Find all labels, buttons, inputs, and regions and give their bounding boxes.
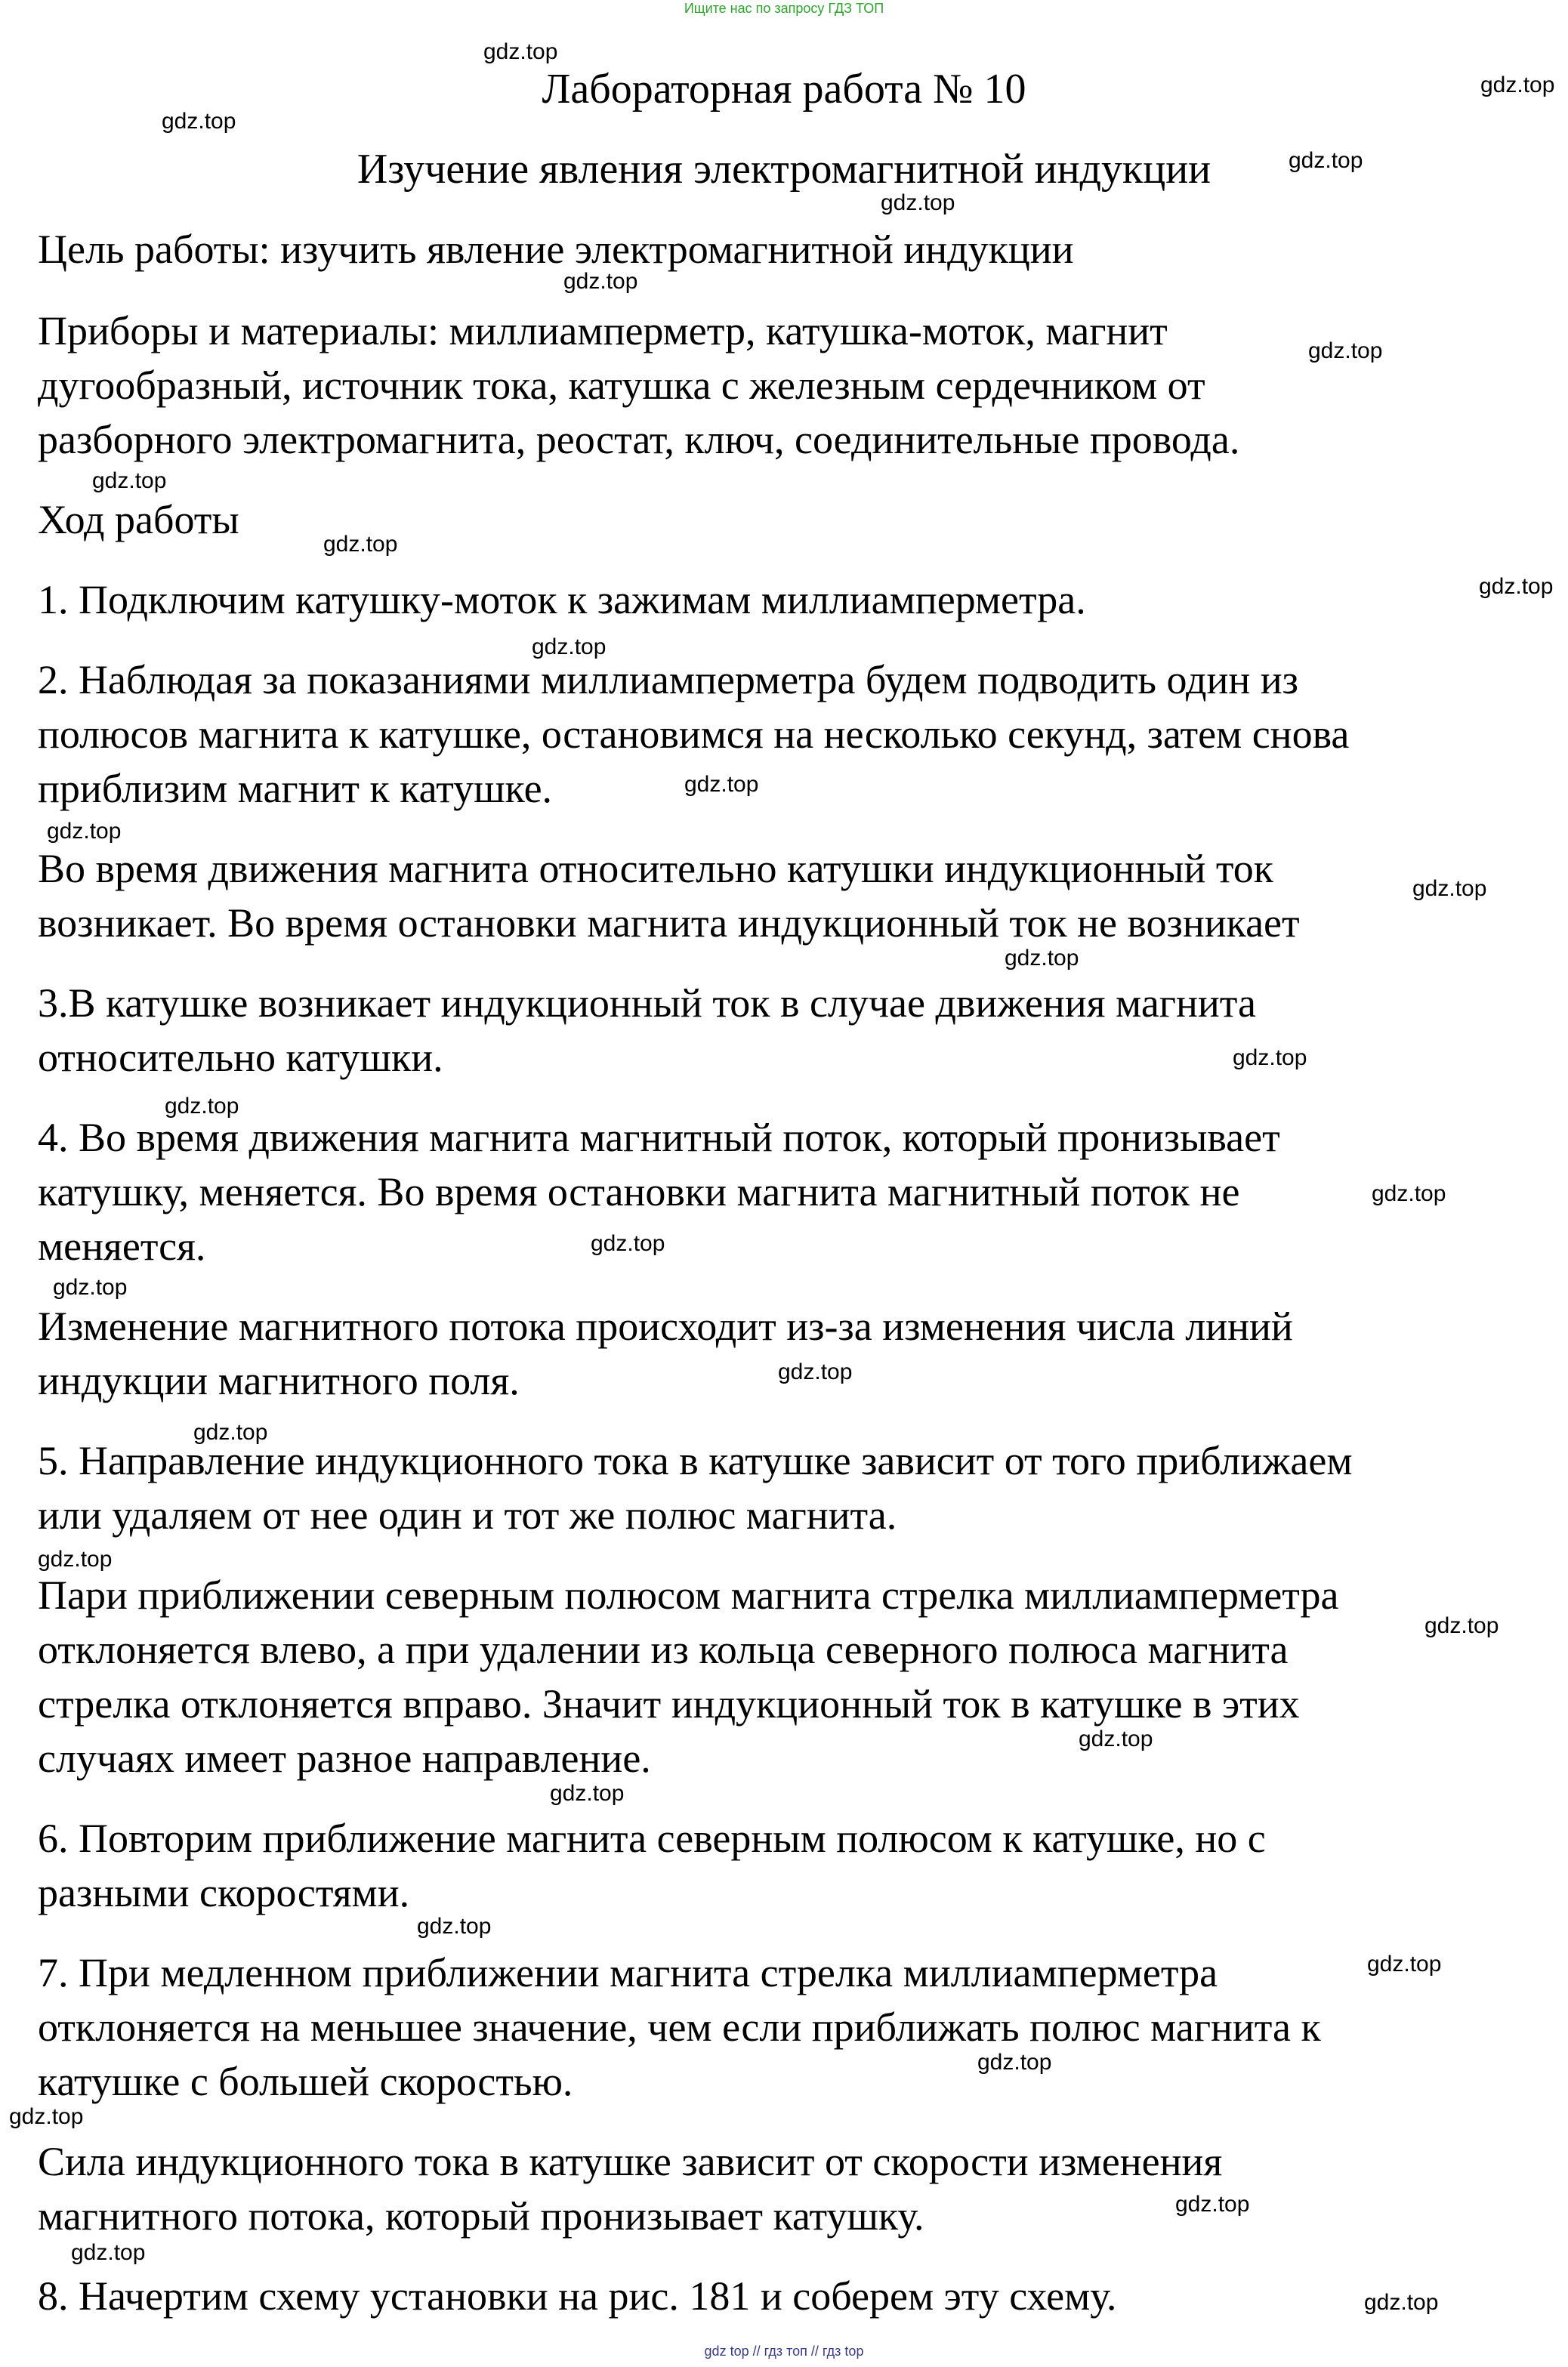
direction-line-3: стрелка отклоняется вправо. Значит индукционный ток в катушке в этих bbox=[38, 1681, 1300, 1727]
watermark: gdz.top bbox=[591, 1231, 665, 1256]
step-3-line-2: относительно катушки. bbox=[38, 1035, 443, 1080]
watermark: gdz.top bbox=[47, 819, 122, 844]
step-6-line-2: разными скоростями. bbox=[38, 1870, 410, 1915]
watermark: gdz.top bbox=[977, 2050, 1052, 2075]
equipment-line-3: разборного электромагнита, реостат, ключ, соединительные провода. bbox=[38, 417, 1240, 462]
current-strength-line-1: Сила индукционного тока в катушке зависит от скорости изменения bbox=[38, 2139, 1223, 2184]
watermark: gdz.top bbox=[1308, 338, 1383, 363]
step-6-line-1: 6. Повторим приближение магнита северным полюсом к катушке, но с bbox=[38, 1816, 1266, 1861]
watermark: gdz.top bbox=[1480, 73, 1555, 97]
watermark: gdz.top bbox=[778, 1359, 853, 1384]
direction-line-1: Пари приближении северным полюсом магнита стрелка миллиамперметра bbox=[38, 1572, 1339, 1618]
top-banner: Ищите нас по запросу ГДЗ ТОП bbox=[684, 1, 884, 16]
step-7-line-3: катушке с большей скоростью. bbox=[38, 2059, 573, 2104]
watermark: gdz.top bbox=[1412, 876, 1487, 901]
watermark: gdz.top bbox=[483, 39, 558, 64]
step-3-line-1: 3.В катушке возникает индукционный ток в случае движения магнита bbox=[38, 980, 1256, 1026]
watermark: gdz.top bbox=[1372, 1181, 1446, 1206]
watermark: gdz.top bbox=[92, 468, 167, 493]
step-2-line-1: 2. Наблюдая за показаниями миллиамперметра будем подводить один из bbox=[38, 657, 1298, 702]
equipment-line-1: Приборы и материалы: миллиамперметр, катушка-моток, магнит bbox=[38, 308, 1168, 353]
observation-1-line-1: Во время движения магнита относительно катушки индукционный ток bbox=[38, 846, 1274, 891]
watermark: gdz.top bbox=[684, 772, 759, 797]
watermark: gdz.top bbox=[563, 269, 638, 294]
watermark: gdz.top bbox=[1479, 574, 1554, 599]
watermark: gdz.top bbox=[550, 1781, 625, 1806]
watermark: gdz.top bbox=[323, 532, 398, 557]
step-7-line-1: 7. При медленном приближении магнита стрелка миллиамперметра bbox=[38, 1950, 1218, 1995]
step-2-line-3: приблизим магнит к катушке. bbox=[38, 766, 553, 811]
watermark: gdz.top bbox=[9, 2104, 84, 2129]
watermark: gdz.top bbox=[1367, 1952, 1442, 1977]
watermark: gdz.top bbox=[1079, 1727, 1153, 1751]
bottom-banner: gdz top // гдз топ // гдз top bbox=[704, 2344, 864, 2359]
step-8-line-1: 8. Начертим схему установки на рис. 181 и соберем эту схему. bbox=[38, 2273, 1117, 2319]
watermark: gdz.top bbox=[1175, 2192, 1250, 2217]
step-1-line-1: 1. Подключим катушку-моток к зажимам миллиамперметра. bbox=[38, 577, 1086, 622]
watermark: gdz.top bbox=[1005, 946, 1079, 971]
watermark: gdz.top bbox=[71, 2240, 146, 2265]
step-7-line-2: отклоняется на меньшее значение, чем если приближать полюс магнита к bbox=[38, 2004, 1321, 2050]
watermark: gdz.top bbox=[1233, 1045, 1307, 1070]
watermark: gdz.top bbox=[881, 190, 955, 215]
watermark: gdz.top bbox=[417, 1914, 492, 1939]
watermark: gdz.top bbox=[1424, 1613, 1499, 1638]
watermark: gdz.top bbox=[53, 1275, 128, 1300]
observation-1-line-2: возникает. Во время остановки магнита индукционный ток не возникает bbox=[38, 900, 1300, 946]
direction-line-2: отклоняется влево, а при удалении из кольца северного полюса магнита bbox=[38, 1627, 1289, 1672]
flux-change-line-1: Изменение магнитного потока происходит из-за изменения числа линий bbox=[38, 1304, 1293, 1349]
flux-change-line-2: индукции магнитного поля. bbox=[38, 1358, 520, 1403]
equipment-line-2: дугообразный, источник тока, катушка с железным сердечником от bbox=[38, 363, 1205, 408]
step-2-line-2: полюсов магнита к катушке, остановимся на несколько секунд, затем снова bbox=[38, 711, 1350, 757]
watermark: gdz.top bbox=[532, 634, 607, 659]
watermark: gdz.top bbox=[162, 109, 236, 134]
watermark: gdz.top bbox=[1364, 2290, 1439, 2315]
watermark: gdz.top bbox=[165, 1094, 239, 1119]
step-4-line-3: меняется. bbox=[38, 1224, 206, 1269]
page-title: Лабораторная работа № 10 bbox=[542, 66, 1026, 113]
page-subtitle: Изучение явления электромагнитной индукции bbox=[357, 146, 1211, 193]
step-5-line-1: 5. Направление индукционного тока в катушке зависит от того приближаем bbox=[38, 1438, 1353, 1483]
watermark: gdz.top bbox=[1289, 148, 1363, 173]
goal-line: Цель работы: изучить явление электромагнитной индукции bbox=[38, 227, 1074, 272]
procedure-heading: Ход работы bbox=[38, 497, 239, 542]
step-4-line-2: катушку, меняется. Во время остановки магнита магнитный поток не bbox=[38, 1169, 1240, 1214]
watermark: gdz.top bbox=[193, 1420, 268, 1445]
watermark: gdz.top bbox=[38, 1547, 113, 1572]
step-4-line-1: 4. Во время движения магнита магнитный поток, который пронизывает bbox=[38, 1115, 1280, 1160]
step-5-line-2: или удаляем от нее один и тот же полюс магнита. bbox=[38, 1492, 897, 1538]
current-strength-line-2: магнитного потока, который пронизывает катушку. bbox=[38, 2193, 924, 2239]
direction-line-4: случаях имеет разное направление. bbox=[38, 1736, 651, 1781]
